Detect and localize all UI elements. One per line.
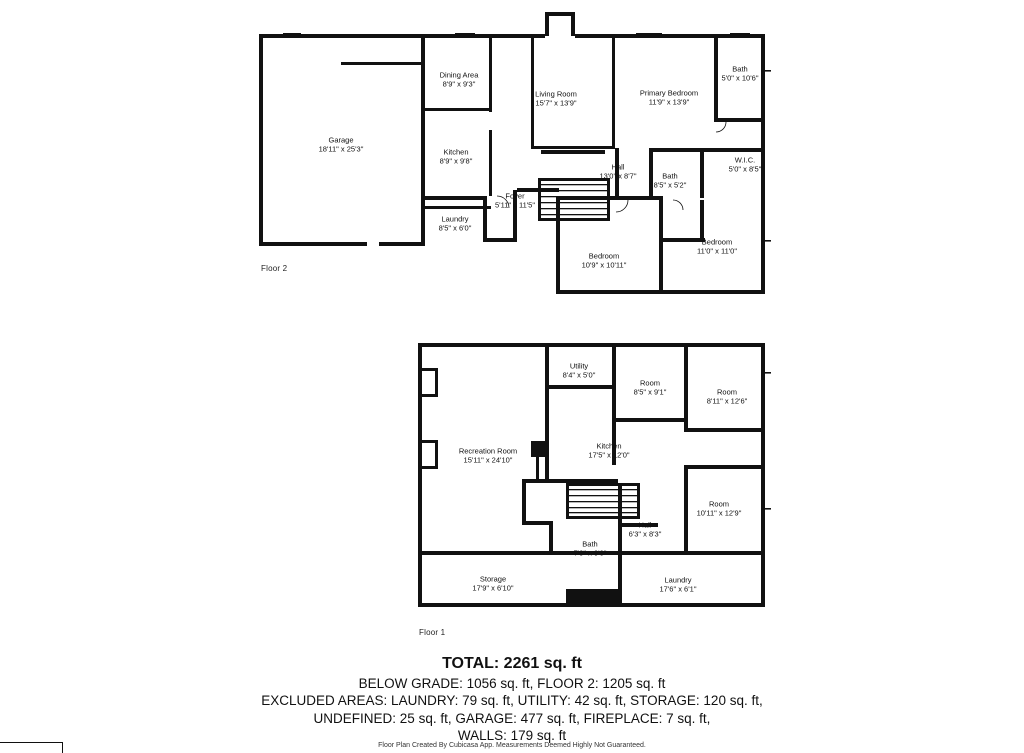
room-dimensions: 8'5" x 6'0" [438, 224, 472, 233]
corner-mark [0, 742, 63, 753]
summary-line-1: EXCLUDED AREAS: LAUNDRY: 79 sq. ft, UTILITY: 42 sq. ft, STORAGE: 120 sq. ft, [261, 693, 763, 709]
room-name: Laundry [664, 575, 692, 585]
room-name: Bath [732, 64, 748, 74]
room-dimensions: 17'6" x 6'1" [659, 585, 697, 594]
room-label [707, 388, 748, 407]
room-label [588, 442, 629, 461]
summary-line-0: BELOW GRADE: 1056 sq. ft, FLOOR 2: 1205 sq. ft [358, 676, 666, 691]
room-label [535, 90, 577, 109]
room-dimensions: 15'7" x 13'9" [535, 99, 577, 108]
total-area: TOTAL: 2261 sq. ft [442, 655, 582, 672]
room-name: Foyer [505, 191, 525, 201]
room-name: Room [639, 378, 661, 388]
room-dimensions: 5'11" x 11'5" [494, 201, 536, 210]
room-name: Dining Area [439, 70, 479, 80]
room-dimensions: 6'3" x 8'3" [628, 530, 662, 539]
room-label [629, 521, 662, 540]
room-name: Living Room [535, 89, 577, 99]
summary-line-3: WALLS: 179 sq. ft [457, 727, 567, 743]
room-name: W.I.C. [734, 155, 756, 165]
room-label [697, 500, 742, 519]
room-dimensions: 8'4" x 5'0" [562, 371, 596, 380]
room-dimensions: 10'11" x 12'9" [696, 509, 742, 518]
room-name: Hall [611, 162, 625, 172]
room-dimensions: 17'5" x 12'0" [588, 451, 630, 460]
room-dimensions: 8'11" x 12'6" [706, 397, 748, 406]
room-dimensions: 17'9" x 6'10" [472, 584, 514, 593]
room-label [582, 252, 627, 271]
floor-caption-floor1: Floor 1 [419, 628, 446, 637]
room-label [459, 447, 517, 466]
room-label [563, 362, 596, 381]
room-dimensions: 8'9" x 9'3" [442, 80, 476, 89]
room-dimensions: 8'9" x 9'8" [439, 157, 473, 166]
room-dimensions: 10'9" x 10'11" [581, 261, 627, 270]
summary-line-2: UNDEFINED: 25 sq. ft, GARAGE: 477 sq. ft, FIREPLACE: 7 sq. ft, [313, 710, 711, 726]
room-label [439, 215, 472, 234]
room-dimensions: 7'9" x 9'6" [573, 549, 607, 558]
room-label [440, 148, 473, 167]
room-name: Kitchen [443, 147, 469, 157]
room-label [440, 71, 479, 90]
room-name: Bath [662, 171, 678, 181]
area-summary [0, 655, 1024, 744]
room-dimensions: 8'5" x 5'2" [653, 181, 687, 190]
room-dimensions: 15'11" x 24'10" [463, 456, 513, 465]
room-name: Room [716, 387, 738, 397]
room-name: Utility [569, 361, 589, 371]
room-label [654, 172, 687, 191]
footnote: Floor Plan Created By Cubicasa App. Measurements Deemed Highly Not Guaranteed. [378, 742, 646, 749]
room-label [722, 65, 759, 84]
room-dimensions: 11'0" x 11'0" [696, 247, 738, 256]
room-name: Bedroom [588, 251, 620, 261]
room-dimensions: 8'5" x 9'1" [633, 388, 667, 397]
room-name: Bath [582, 539, 598, 549]
room-name: Bedroom [701, 237, 733, 247]
room-label [495, 192, 535, 211]
room-name: Primary Bedroom [639, 88, 699, 98]
room-dimensions: 13'0" x 8'7" [599, 172, 637, 181]
room-label [600, 163, 637, 182]
room-name: Laundry [441, 214, 469, 224]
room-dimensions: 11'9" x 13'9" [648, 98, 690, 107]
room-name: Hall [638, 520, 652, 530]
room-label [634, 379, 667, 398]
room-label [660, 576, 697, 595]
room-label [729, 156, 762, 175]
room-name: Storage [479, 574, 507, 584]
room-dimensions: 5'0" x 10'6" [721, 74, 759, 83]
room-dimensions: 18'11" x 25'3" [318, 145, 364, 154]
room-name: Garage [328, 135, 354, 145]
room-label [319, 136, 364, 155]
room-name: Recreation Room [458, 446, 518, 456]
room-label [574, 540, 607, 559]
room-label [697, 238, 737, 257]
room-name: Room [708, 499, 729, 509]
room-name: Kitchen [596, 441, 622, 451]
room-label [640, 89, 698, 108]
floor-caption-floor2: Floor 2 [261, 264, 288, 273]
room-dimensions: 5'0" x 8'5" [728, 165, 762, 174]
room-label [472, 575, 513, 594]
